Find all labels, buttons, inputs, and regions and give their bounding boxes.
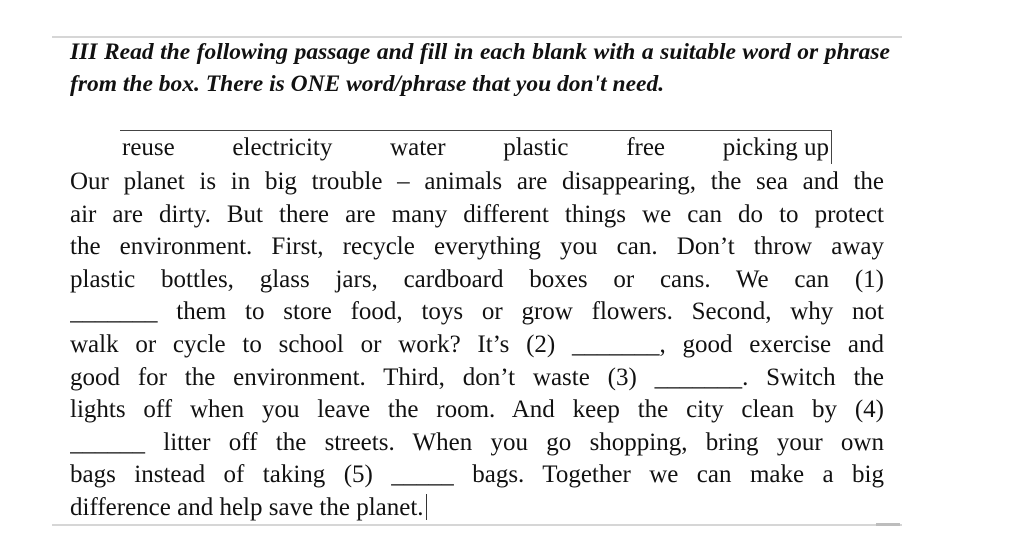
word-box-item: plastic (503, 133, 569, 161)
line-text: Our planet is in big trouble – animals are disappearing, the sea and the (70, 168, 884, 195)
blank-5[interactable]: _____ (391, 461, 454, 489)
exercise-instructions: III Read the following passage and fill in each blank with a suitable word or phrase from the box. There is ONE word/phrase that you don't need. (70, 39, 890, 97)
word-box-item: electricity (232, 133, 333, 161)
line-text: bags. Together we can make a big (453, 461, 884, 489)
line-text: them to store food, toys or grow flowers. Second, why not (157, 298, 884, 326)
text-cursor (426, 494, 427, 520)
word-box-item: water (390, 133, 446, 161)
line-text: the environment. First, recycle everything you can. Don’t throw away (70, 233, 884, 261)
blank-4[interactable]: ______ (70, 428, 145, 456)
line-text: litter off the streets. When you go shopping, bring your own (145, 428, 884, 456)
word-box-item: picking up (722, 133, 829, 161)
line-text: air are dirty. But there are many different things we can do to protect (70, 200, 884, 228)
passage-line (70, 394, 884, 427)
blank-1[interactable]: _______ (70, 298, 158, 326)
passage-line (70, 459, 884, 492)
passage-line (70, 296, 884, 329)
line-text: plastic bottles, glass jars, cardboard boxes or cans. We can (1) (70, 265, 884, 293)
line-text: . Switch the (742, 363, 884, 391)
passage-line (70, 492, 884, 525)
blank-2[interactable]: _______ (572, 330, 660, 358)
passage-line (70, 231, 884, 264)
passage-line (70, 427, 884, 460)
passage-line (70, 264, 884, 297)
line-text: , good exercise and (659, 330, 884, 358)
word-box (120, 130, 832, 164)
passage-line (70, 199, 884, 232)
passage-line (70, 166, 884, 199)
line-text: bags instead of taking (5) (70, 461, 392, 489)
line-text: good for the environment. Third, don’t waste (3) (70, 363, 655, 391)
passage-line (70, 329, 884, 362)
blank-3[interactable]: _______ (654, 363, 743, 391)
line-text: lights off when you leave the room. And keep the city clean by (4) (70, 396, 884, 424)
word-box-item: reuse (122, 133, 175, 161)
line-text: difference and help save the planet. (70, 493, 424, 521)
word-box-item: free (626, 133, 666, 161)
line-text: walk or cycle to school or work? It’s (2) (70, 330, 573, 358)
passage-line (70, 362, 884, 395)
passage (70, 166, 884, 525)
